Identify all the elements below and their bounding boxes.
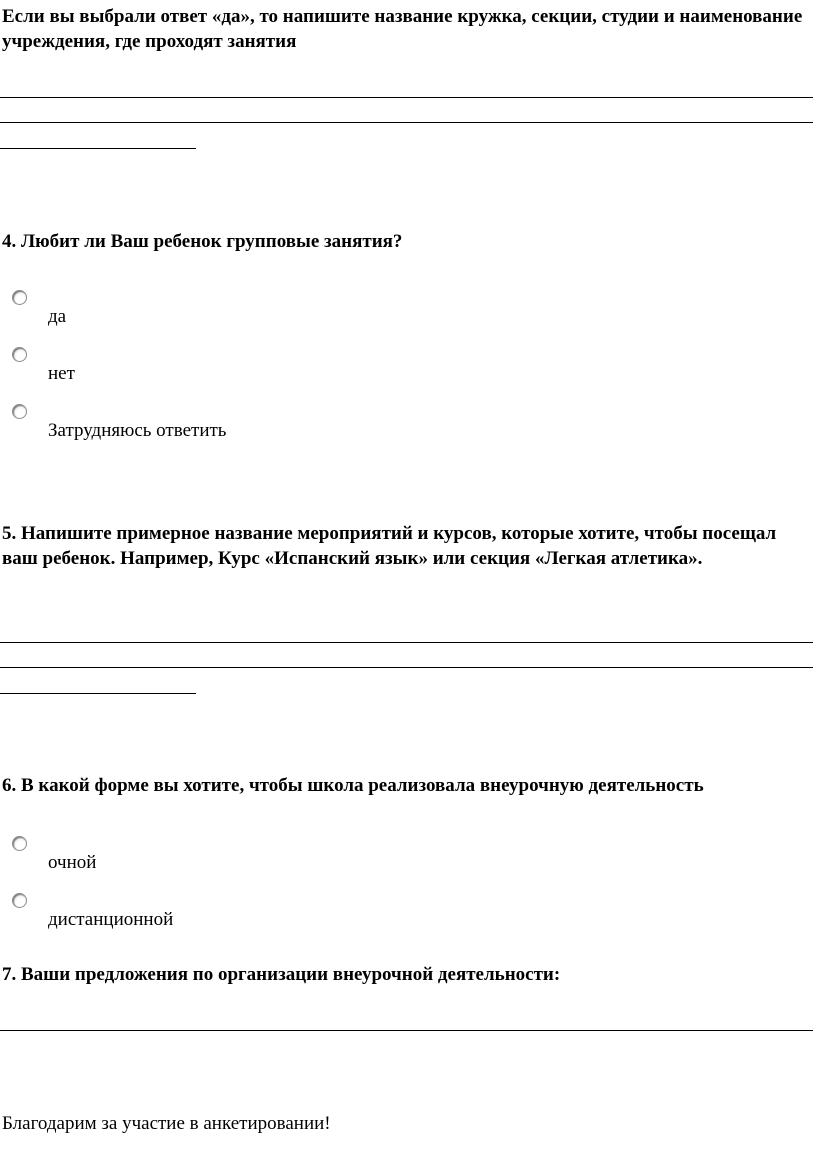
option-label: нет — [48, 363, 75, 384]
question-6-text: 6. В какой форме вы хотите, чтобы школа реализовала внеурочную деятельность — [2, 775, 704, 796]
answer-line-short[interactable] — [0, 693, 196, 694]
answer-line-short[interactable] — [0, 148, 196, 149]
question-4-text: 4. Любит ли Ваш ребенок групповые занятия? — [2, 231, 403, 252]
question-3-followup-text: Если вы выбрали ответ «да», то напишите название кружка, секции, студии и наименование учреждения, где проходят занятия — [2, 6, 803, 52]
answer-line[interactable] — [0, 122, 813, 123]
option-label: дистанционной — [48, 909, 174, 930]
answer-line[interactable] — [0, 667, 813, 668]
radio-button-icon[interactable] — [12, 347, 27, 362]
question-5-text: 5. Напишите примерное название мероприятий и курсов, которые хотите, чтобы посещал ваш ребенок. Например, Курс «Испанский язык» или секция «Легкая атлетика». — [2, 523, 777, 569]
option-label: очной — [48, 852, 97, 873]
option-label: да — [48, 306, 67, 327]
thank-you-text: Благодарим за участие в анкетировании! — [2, 1113, 331, 1134]
radio-button-icon[interactable] — [12, 836, 27, 851]
answer-line[interactable] — [0, 642, 813, 643]
answer-line[interactable] — [0, 1030, 813, 1031]
radio-button-icon[interactable] — [12, 290, 27, 305]
question-7-text: 7. Ваши предложения по организации внеурочной деятельности: — [2, 964, 561, 985]
radio-button-icon[interactable] — [12, 404, 27, 419]
radio-button-icon[interactable] — [12, 893, 27, 908]
answer-line[interactable] — [0, 97, 813, 98]
option-label: Затрудняюсь ответить — [48, 420, 227, 441]
